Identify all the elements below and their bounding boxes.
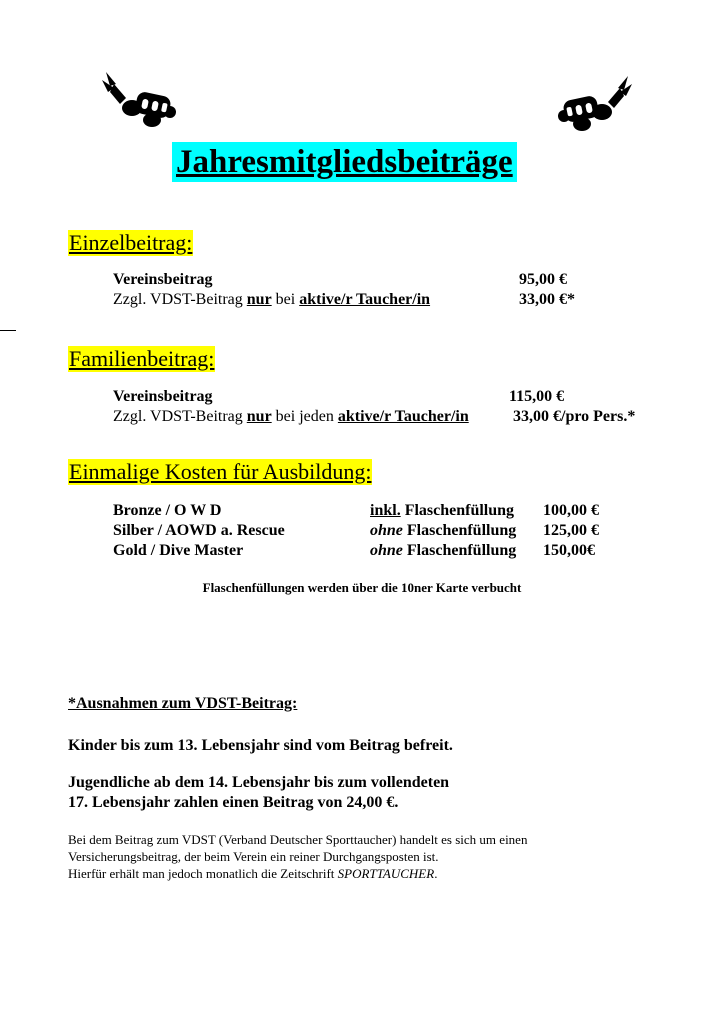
ohne-emphasis: ohne	[370, 522, 403, 539]
text-fragment: .	[434, 866, 438, 881]
course-silber: Silber / AOWD a. Rescue	[113, 522, 285, 539]
page-title: Jahresmitgliedsbeiträge	[172, 142, 517, 182]
familie-vereinsbeitrag-label: Vereinsbeitrag	[113, 388, 213, 405]
einzel-vdst-label	[113, 290, 430, 310]
aktive-taucher-emphasis: aktive/r Taucher/in	[337, 408, 469, 425]
course-silber-fill	[370, 521, 516, 541]
inkl-emphasis: inkl.	[370, 502, 401, 519]
familie-vereinsbeitrag-price: 115,00 €	[509, 388, 565, 405]
text-fragment: bei	[271, 291, 300, 308]
course-bronze-price: 100,00 €	[543, 502, 599, 519]
ausnahmen-heading: *Ausnahmen zum VDST-Beitrag:	[68, 695, 298, 712]
einzel-vereinsbeitrag-price: 95,00 €	[519, 271, 567, 288]
einzel-vdst-price: 33,00 €*	[519, 291, 575, 308]
text-fragment: Hierfür erhält man jedoch monatlich die Zeitschrift	[68, 866, 338, 881]
course-gold-price: 150,00€	[543, 542, 595, 559]
course-gold-fill	[370, 541, 516, 561]
text-fragment: Zzgl. VDST-Beitrag	[113, 291, 247, 308]
info-line3	[68, 865, 437, 882]
einzel-heading: Einzelbeitrag:	[69, 230, 193, 255]
course-gold: Gold / Dive Master	[113, 542, 244, 559]
margin-mark	[0, 330, 16, 331]
course-bronze-fill	[370, 501, 514, 521]
ausnahme-jugend-line2: 17. Lebensjahr zahlen einen Beitrag von 24,00 €.	[68, 794, 399, 811]
text-fragment: Flaschenfüllung	[402, 542, 517, 559]
familie-vdst-label	[113, 407, 469, 427]
text-fragment: Zzgl. VDST-Beitrag	[113, 408, 247, 425]
text-fragment: Flaschenfüllung	[400, 502, 515, 519]
text-fragment: bei jeden	[271, 408, 338, 425]
scuba-diver-left-icon	[100, 70, 178, 132]
flaschen-note: Flaschenfüllungen werden über die 10ner Karte verbucht	[202, 580, 522, 595]
einzel-vereinsbeitrag-label: Vereinsbeitrag	[113, 271, 213, 288]
ausbildung-heading: Einmalige Kosten für Ausbildung:	[69, 459, 372, 484]
magazine-name: SPORTTAUCHER	[337, 866, 435, 881]
scuba-diver-right-icon	[556, 74, 634, 136]
ohne-emphasis: ohne	[370, 542, 403, 559]
course-silber-price: 125,00 €	[543, 522, 599, 539]
ausnahme-jugend-line1: Jugendliche ab dem 14. Lebensjahr bis zum vollendeten	[68, 774, 450, 791]
course-bronze: Bronze / O W D	[113, 502, 222, 519]
familie-heading: Familienbeitrag:	[69, 346, 215, 371]
text-fragment: Flaschenfüllung	[402, 522, 517, 539]
ausnahme-kinder: Kinder bis zum 13. Lebensjahr sind vom Beitrag befreit.	[68, 737, 453, 754]
nur-emphasis: nur	[246, 408, 272, 425]
familie-vdst-price: 33,00 €/pro Pers.*	[513, 408, 636, 425]
info-line1: Bei dem Beitrag zum VDST (Verband Deutscher Sporttaucher) handelt es sich um einen	[68, 832, 528, 847]
info-line2: Versicherungsbeitrag, der beim Verein ein reiner Durchgangsposten ist.	[68, 849, 439, 864]
aktive-taucher-emphasis: aktive/r Taucher/in	[299, 291, 431, 308]
nur-emphasis: nur	[246, 291, 272, 308]
